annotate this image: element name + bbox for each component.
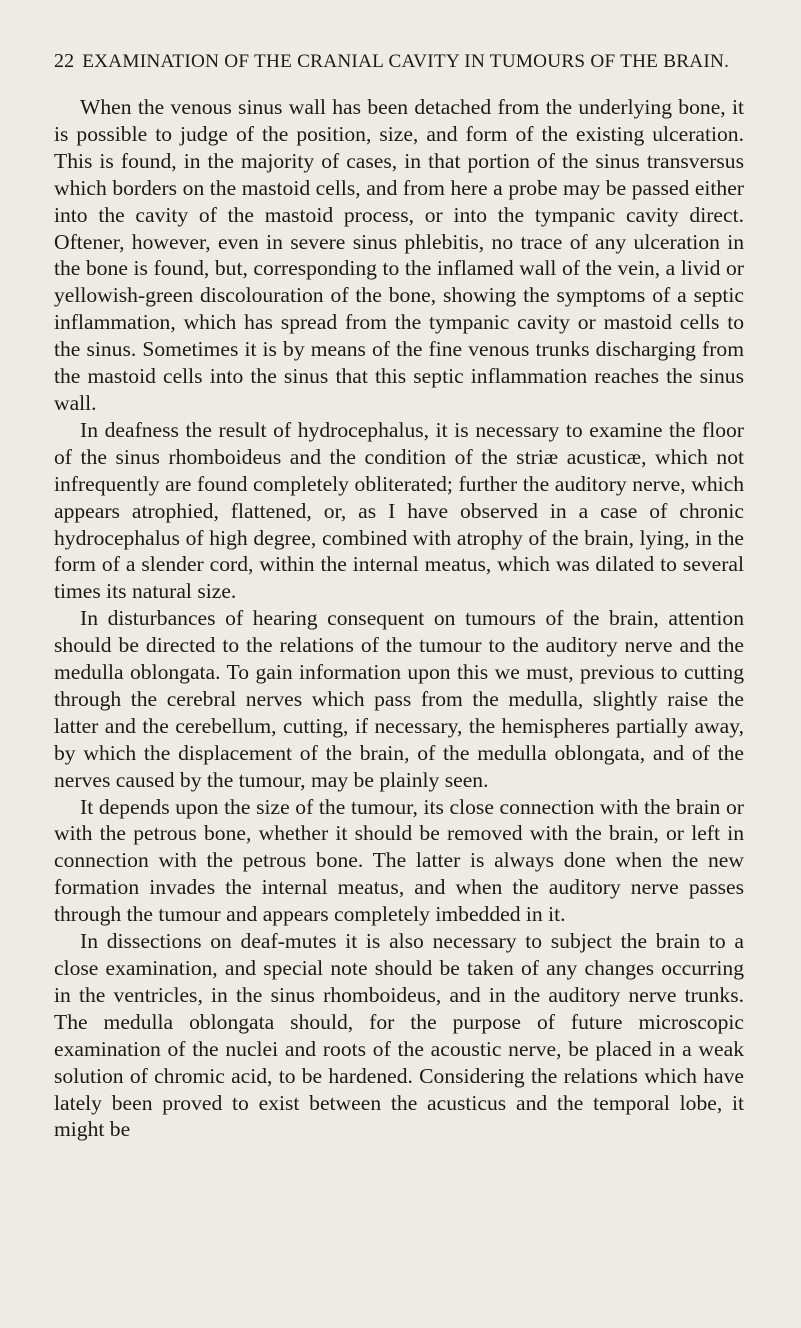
paragraph-5: In dissections on deaf-mutes it is also necessary to subject the brain to a close examination, and special note should be taken of any changes occurring in the ventricles, in the sinus rhomboideus, and in the auditory nerve trunks. The medulla oblongata should, for the purpose of future microscopic examination of the nuclei and roots of the acoustic nerve, be placed in a weak solution of chromic acid, to be hardened. Considering the relations which have lately been proved to exist between the acusticus and the temporal lobe, it might be [54, 929, 744, 1142]
body-text [54, 94, 744, 1143]
running-head-title: EXAMINATION OF THE CRANIAL CAVITY IN TUMOURS OF THE BRAIN. [82, 51, 730, 72]
paragraph-1: When the venous sinus wall has been detached from the underlying bone, it is possible to judge of the position, size, and form of the existing ulceration. This is found, in the majority of cases, in that portion of the sinus transversus which borders on the mastoid cells, and from here a probe may be passed either into the cavity of the mastoid process, or into the tympanic cavity direct. Oftener, however, even in severe sinus phlebitis, no trace of any ulceration in the bone is found, but, corresponding to the inflamed wall of the vein, a livid or yellowish-green discolouration of the bone, showing the symptoms of a septic inflammation, which has spread from the tympanic cavity or mastoid cells to the sinus. Sometimes it is by means of the fine venous trunks discharging from the mastoid cells into the sinus that this septic inflammation reaches the sinus wall. [54, 95, 744, 415]
running-head [54, 48, 748, 75]
paragraph-3: In disturbances of hearing consequent on tumours of the brain, attention should be directed to the relations of the tumour to the auditory nerve and the medulla oblongata. To gain information upon this we must, previous to cutting through the cerebral nerves which pass from the medulla, slightly raise the latter and the cerebellum, cutting, if necessary, the hemispheres partially away, by which the displacement of the brain, of the medulla oblongata, and of the nerves caused by the tumour, may be plainly seen. [54, 606, 744, 792]
book-page [54, 44, 744, 1314]
paragraph-4: It depends upon the size of the tumour, its close connection with the brain or with the petrous bone, whether it should be removed with the brain, or left in connection with the petrous bone. The latter is always done when the new formation invades the internal meatus, and when the auditory nerve passes through the tumour and appears completely imbedded in it. [54, 794, 744, 927]
page-number: 22 [54, 50, 75, 72]
paragraph-2: In deafness the result of hydrocephalus, it is necessary to examine the floor of the sinus rhomboideus and the condition of the striæ acusticæ, which not infrequently are found completely obliterated; further the auditory nerve, which appears atrophied, flattened, or, as I have observed in a case of chronic hydrocephalus of high degree, combined with atrophy of the brain, lying, in the form of a slender cord, within the internal meatus, which was dilated to several times its natural size. [54, 417, 744, 604]
